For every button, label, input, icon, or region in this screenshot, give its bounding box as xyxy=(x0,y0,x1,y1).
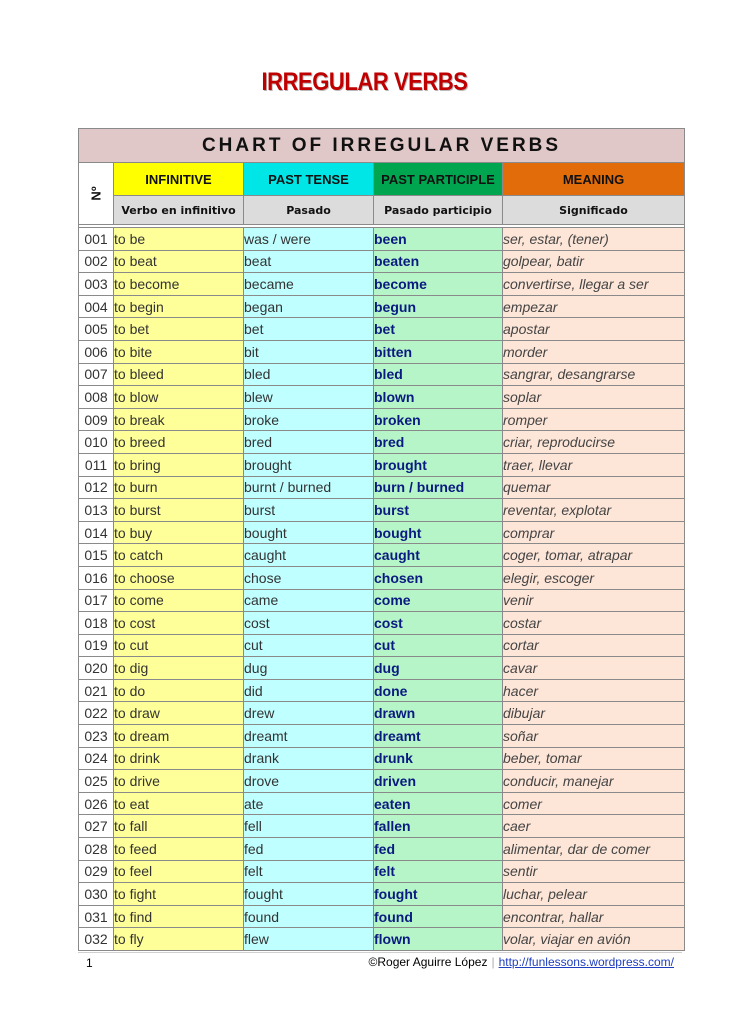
number-column-header xyxy=(79,163,114,225)
table-row xyxy=(79,792,685,815)
verb-number: 012 xyxy=(79,476,114,499)
verb-past-tense: burnt / burned xyxy=(244,476,374,499)
verb-past-tense: bought xyxy=(244,521,374,544)
past-tense-subheader: Pasado xyxy=(244,196,374,225)
verb-past-tense: began xyxy=(244,295,374,318)
verb-past-participle: cut xyxy=(374,634,503,657)
verb-meaning: sangrar, desangrarse xyxy=(503,363,685,386)
verb-past-tense: ate xyxy=(244,792,374,815)
verb-number: 016 xyxy=(79,566,114,589)
verb-past-tense: dreamt xyxy=(244,725,374,748)
verb-infinitive: to eat xyxy=(114,792,244,815)
verb-past-participle: been xyxy=(374,228,503,251)
verb-number: 010 xyxy=(79,431,114,454)
verb-infinitive: to bleed xyxy=(114,363,244,386)
verb-number: 002 xyxy=(79,250,114,273)
verb-past-tense: bit xyxy=(244,340,374,363)
table-row xyxy=(79,905,685,928)
verb-infinitive: to become xyxy=(114,273,244,296)
verb-past-tense: chose xyxy=(244,566,374,589)
verb-number: 006 xyxy=(79,340,114,363)
table-row xyxy=(79,499,685,522)
footer-divider xyxy=(78,952,682,953)
table-row xyxy=(79,634,685,657)
verb-past-participle: bled xyxy=(374,363,503,386)
verb-meaning: sentir xyxy=(503,860,685,883)
verb-meaning: encontrar, hallar xyxy=(503,905,685,928)
verb-infinitive: to fly xyxy=(114,928,244,951)
verb-meaning: conducir, manejar xyxy=(503,770,685,793)
verb-infinitive: to beat xyxy=(114,250,244,273)
verb-infinitive: to catch xyxy=(114,544,244,567)
verb-past-tense: came xyxy=(244,589,374,612)
table-row xyxy=(79,453,685,476)
verb-infinitive: to bite xyxy=(114,340,244,363)
verb-infinitive: to bring xyxy=(114,453,244,476)
verb-past-participle: flown xyxy=(374,928,503,951)
verb-past-participle: chosen xyxy=(374,566,503,589)
meaning-column-header: MEANING xyxy=(503,163,685,196)
verb-past-participle: come xyxy=(374,589,503,612)
author-credit: ©Roger Aguirre López xyxy=(368,955,488,969)
verb-past-tense: bet xyxy=(244,318,374,341)
verb-meaning: ser, estar, (tener) xyxy=(503,228,685,251)
verb-rows xyxy=(79,228,685,951)
verb-past-participle: bred xyxy=(374,431,503,454)
verb-meaning: comer xyxy=(503,792,685,815)
verb-number: 017 xyxy=(79,589,114,612)
table-row xyxy=(79,250,685,273)
verb-past-tense: caught xyxy=(244,544,374,567)
footer-credits xyxy=(369,955,674,969)
verb-past-participle: burn / burned xyxy=(374,476,503,499)
verb-number: 023 xyxy=(79,725,114,748)
table-row xyxy=(79,544,685,567)
table-row xyxy=(79,702,685,725)
verb-number: 027 xyxy=(79,815,114,838)
table-row xyxy=(79,318,685,341)
verb-number: 013 xyxy=(79,499,114,522)
verb-past-tense: found xyxy=(244,905,374,928)
page-title: IRREGULAR VERBS xyxy=(261,68,468,96)
table-row xyxy=(79,928,685,951)
table-row xyxy=(79,386,685,409)
verb-meaning: apostar xyxy=(503,318,685,341)
verb-infinitive: to be xyxy=(114,228,244,251)
verb-past-tense: became xyxy=(244,273,374,296)
verb-past-participle: dug xyxy=(374,657,503,680)
verb-number: 032 xyxy=(79,928,114,951)
verb-number: 021 xyxy=(79,679,114,702)
verb-past-participle: brought xyxy=(374,453,503,476)
table-row xyxy=(79,770,685,793)
verb-number: 019 xyxy=(79,634,114,657)
verb-number: 015 xyxy=(79,544,114,567)
table-row xyxy=(79,273,685,296)
verb-meaning: empezar xyxy=(503,295,685,318)
verb-number: 008 xyxy=(79,386,114,409)
verb-past-tense: drank xyxy=(244,747,374,770)
verb-infinitive: to do xyxy=(114,679,244,702)
verb-past-participle: become xyxy=(374,273,503,296)
verb-number: 022 xyxy=(79,702,114,725)
past-tense-column-header: PAST TENSE xyxy=(244,163,374,196)
past-participle-subheader: Pasado participio xyxy=(374,196,503,225)
verb-infinitive: to blow xyxy=(114,386,244,409)
table-row xyxy=(79,431,685,454)
verb-number: 005 xyxy=(79,318,114,341)
verb-past-tense: beat xyxy=(244,250,374,273)
verb-past-participle: cost xyxy=(374,612,503,635)
table-row xyxy=(79,657,685,680)
verb-number: 026 xyxy=(79,792,114,815)
verb-past-participle: caught xyxy=(374,544,503,567)
verb-past-participle: fallen xyxy=(374,815,503,838)
verb-past-participle: bitten xyxy=(374,340,503,363)
table-row xyxy=(79,476,685,499)
verb-past-participle: drunk xyxy=(374,747,503,770)
verb-meaning: coger, tomar, atrapar xyxy=(503,544,685,567)
verb-number: 011 xyxy=(79,453,114,476)
verb-infinitive: to cut xyxy=(114,634,244,657)
verb-meaning: morder xyxy=(503,340,685,363)
verb-meaning: venir xyxy=(503,589,685,612)
verb-past-tense: fell xyxy=(244,815,374,838)
footer-separator: | xyxy=(491,955,495,969)
table-row xyxy=(79,295,685,318)
verb-past-tense: was / were xyxy=(244,228,374,251)
verb-number: 024 xyxy=(79,747,114,770)
table-row xyxy=(79,860,685,883)
verb-number: 014 xyxy=(79,521,114,544)
table-row xyxy=(79,589,685,612)
verb-past-tense: blew xyxy=(244,386,374,409)
verb-past-tense: drew xyxy=(244,702,374,725)
table-row xyxy=(79,363,685,386)
verb-meaning: soñar xyxy=(503,725,685,748)
verb-infinitive: to cost xyxy=(114,612,244,635)
verb-meaning: cavar xyxy=(503,657,685,680)
verb-past-tense: brought xyxy=(244,453,374,476)
verb-infinitive: to drink xyxy=(114,747,244,770)
verb-meaning: cortar xyxy=(503,634,685,657)
infinitive-column-header: INFINITIVE xyxy=(114,163,244,196)
table-row xyxy=(79,725,685,748)
verb-meaning: costar xyxy=(503,612,685,635)
verb-meaning: criar, reproducirse xyxy=(503,431,685,454)
verb-number: 003 xyxy=(79,273,114,296)
table-row xyxy=(79,408,685,431)
verb-infinitive: to choose xyxy=(114,566,244,589)
verb-infinitive: to bet xyxy=(114,318,244,341)
verb-meaning: soplar xyxy=(503,386,685,409)
table-row xyxy=(79,679,685,702)
verb-meaning: reventar, explotar xyxy=(503,499,685,522)
verb-past-participle: found xyxy=(374,905,503,928)
verb-meaning: luchar, pelear xyxy=(503,883,685,906)
table-row xyxy=(79,521,685,544)
verb-past-tense: felt xyxy=(244,860,374,883)
verb-meaning: dibujar xyxy=(503,702,685,725)
verb-meaning: hacer xyxy=(503,679,685,702)
verb-meaning: romper xyxy=(503,408,685,431)
verb-number: 030 xyxy=(79,883,114,906)
verb-meaning: beber, tomar xyxy=(503,747,685,770)
verb-infinitive: to begin xyxy=(114,295,244,318)
verb-past-participle: blown xyxy=(374,386,503,409)
verb-infinitive: to come xyxy=(114,589,244,612)
number-header-label: Nº xyxy=(88,186,104,201)
table-row xyxy=(79,340,685,363)
verb-past-tense: fed xyxy=(244,838,374,861)
table-row xyxy=(79,883,685,906)
verb-infinitive: to burn xyxy=(114,476,244,499)
verb-infinitive: to fall xyxy=(114,815,244,838)
table-row xyxy=(79,228,685,251)
verb-number: 029 xyxy=(79,860,114,883)
verb-number: 031 xyxy=(79,905,114,928)
verb-past-tense: bled xyxy=(244,363,374,386)
verb-infinitive: to fight xyxy=(114,883,244,906)
verb-infinitive: to dream xyxy=(114,725,244,748)
verb-past-participle: broken xyxy=(374,408,503,431)
verb-past-participle: bought xyxy=(374,521,503,544)
website-link[interactable]: http://funlessons.wordpress.com/ xyxy=(498,955,674,969)
verb-past-participle: begun xyxy=(374,295,503,318)
verb-past-tense: cut xyxy=(244,634,374,657)
meaning-subheader: Significado xyxy=(503,196,685,225)
verb-past-participle: bet xyxy=(374,318,503,341)
verb-past-tense: did xyxy=(244,679,374,702)
verb-past-participle: beaten xyxy=(374,250,503,273)
table-row xyxy=(79,838,685,861)
verb-past-tense: cost xyxy=(244,612,374,635)
verb-meaning: volar, viajar en avión xyxy=(503,928,685,951)
verb-past-participle: driven xyxy=(374,770,503,793)
verb-past-participle: fed xyxy=(374,838,503,861)
verb-infinitive: to burst xyxy=(114,499,244,522)
page-number: 1 xyxy=(86,956,93,970)
verb-past-participle: eaten xyxy=(374,792,503,815)
verb-number: 018 xyxy=(79,612,114,635)
verb-infinitive: to break xyxy=(114,408,244,431)
verb-meaning: caer xyxy=(503,815,685,838)
verb-past-participle: felt xyxy=(374,860,503,883)
verb-past-tense: flew xyxy=(244,928,374,951)
verb-infinitive: to find xyxy=(114,905,244,928)
verb-past-participle: done xyxy=(374,679,503,702)
table-row xyxy=(79,612,685,635)
chart-title: CHART OF IRREGULAR VERBS xyxy=(79,129,685,163)
verb-infinitive: to dig xyxy=(114,657,244,680)
verb-infinitive: to drive xyxy=(114,770,244,793)
verb-meaning: convertirse, llegar a ser xyxy=(503,273,685,296)
table-row xyxy=(79,815,685,838)
past-participle-column-header: PAST PARTICIPLE xyxy=(374,163,503,196)
verb-past-participle: burst xyxy=(374,499,503,522)
verb-infinitive: to buy xyxy=(114,521,244,544)
verb-infinitive: to feel xyxy=(114,860,244,883)
table-row xyxy=(79,566,685,589)
irregular-verbs-table xyxy=(78,128,685,951)
verb-past-tense: drove xyxy=(244,770,374,793)
verb-past-participle: dreamt xyxy=(374,725,503,748)
verb-number: 028 xyxy=(79,838,114,861)
verb-meaning: comprar xyxy=(503,521,685,544)
verb-number: 009 xyxy=(79,408,114,431)
verb-number: 020 xyxy=(79,657,114,680)
verb-infinitive: to feed xyxy=(114,838,244,861)
verb-meaning: traer, llevar xyxy=(503,453,685,476)
verb-past-tense: bred xyxy=(244,431,374,454)
verb-number: 007 xyxy=(79,363,114,386)
verb-number: 004 xyxy=(79,295,114,318)
verb-past-tense: dug xyxy=(244,657,374,680)
verb-past-participle: fought xyxy=(374,883,503,906)
verb-past-tense: broke xyxy=(244,408,374,431)
verb-meaning: alimentar, dar de comer xyxy=(503,838,685,861)
verb-past-participle: drawn xyxy=(374,702,503,725)
verb-past-tense: fought xyxy=(244,883,374,906)
infinitive-subheader: Verbo en infinitivo xyxy=(114,196,244,225)
verb-meaning: elegir, escoger xyxy=(503,566,685,589)
verb-number: 001 xyxy=(79,228,114,251)
verb-infinitive: to draw xyxy=(114,702,244,725)
verb-past-tense: burst xyxy=(244,499,374,522)
verb-meaning: golpear, batir xyxy=(503,250,685,273)
verb-number: 025 xyxy=(79,770,114,793)
table-row xyxy=(79,747,685,770)
verb-meaning: quemar xyxy=(503,476,685,499)
verb-infinitive: to breed xyxy=(114,431,244,454)
